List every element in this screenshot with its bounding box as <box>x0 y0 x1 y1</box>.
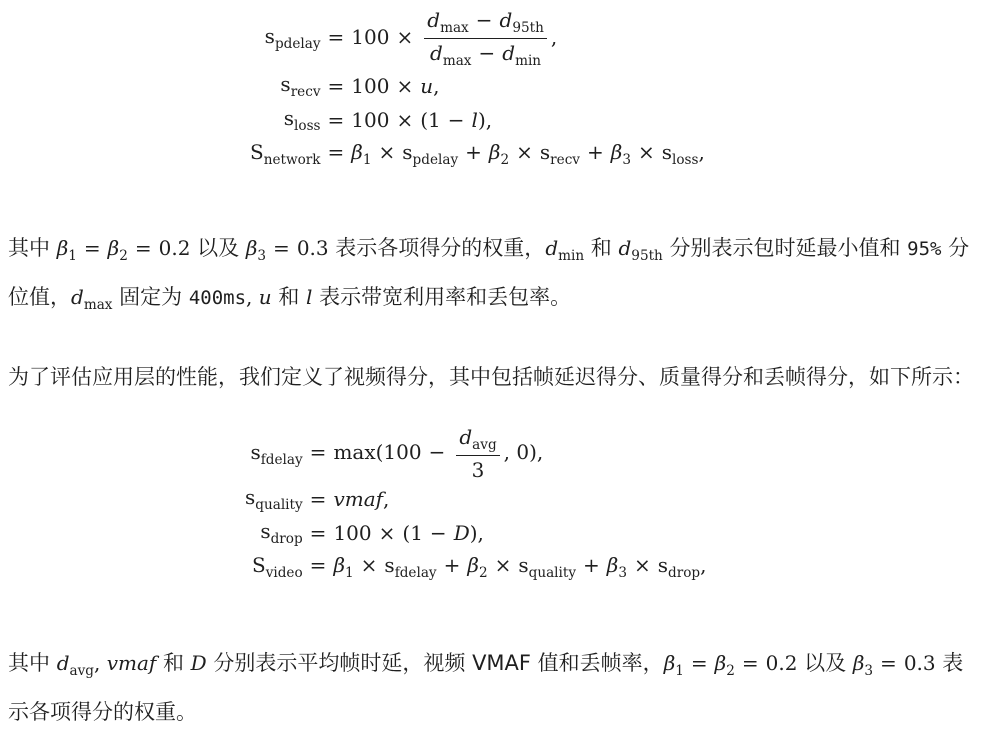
fraction-denominator <box>427 39 544 69</box>
math-symbol: , <box>246 284 259 309</box>
fraction-denominator <box>469 456 488 482</box>
math-fraction <box>456 425 499 482</box>
equation-row <box>250 103 705 137</box>
math-symbol: u <box>258 284 272 309</box>
math-operator: = <box>309 486 327 511</box>
math-subscript: 1 <box>362 151 372 168</box>
math-symbol: $d_{95th}$ <box>618 236 663 264</box>
math-subscript: max <box>440 19 469 36</box>
math-symbol: ), <box>469 520 484 545</box>
math-subscript: drop <box>270 530 303 547</box>
text-run: 表示各项得分的权重， <box>328 236 546 260</box>
math-operator: × <box>360 552 378 577</box>
equation-rhs <box>321 103 705 137</box>
math-symbol: $\beta_2$ <box>488 139 510 168</box>
math-operator: × <box>396 73 414 98</box>
text-run: 分别表示平均帧时延，视频 VMAF 值和丢帧率， <box>206 651 664 675</box>
math-symbol: $s_{fdelay}$ <box>250 439 303 468</box>
equation-lhs <box>250 8 321 69</box>
math-symbol: $s_{fdelay}$ <box>384 552 437 581</box>
math-symbol: 100 <box>351 107 390 132</box>
video-weights-paragraph <box>8 643 983 733</box>
math-subscript: quality <box>528 564 577 581</box>
math-subscript: drop <box>668 564 701 581</box>
math-operator: + <box>465 139 482 164</box>
math-symbol: , <box>698 139 705 164</box>
math-operator: − <box>447 107 465 132</box>
math-operator: × <box>637 139 655 164</box>
video-score-intro-paragraph <box>8 357 983 398</box>
math-subscript: fdelay <box>260 451 303 468</box>
math-symbol: max(100 <box>333 439 422 464</box>
math-operator: = <box>327 107 345 132</box>
math-symbol: $S_{video}$ <box>252 552 303 581</box>
math-operator: = <box>741 651 759 675</box>
math-symbol: $s_{pdelay}$ <box>402 139 459 168</box>
math-symbol: 100 <box>351 24 390 49</box>
text-run: 以及 <box>190 236 246 260</box>
math-symbol: 0.2 <box>765 651 798 675</box>
math-subscript: 2 <box>478 564 488 581</box>
math-operator: × <box>396 24 414 49</box>
equation-rhs <box>303 482 707 516</box>
network-weights-paragraph <box>8 228 983 326</box>
equation-rhs <box>303 550 707 584</box>
math-operator: = <box>327 73 345 98</box>
math-symbol: , 0), <box>503 439 544 464</box>
math-symbol: $d_{avg}$ <box>459 425 497 453</box>
math-operator: = <box>309 520 327 545</box>
math-operator: = <box>134 236 152 260</box>
math-subscript: recv <box>550 151 580 168</box>
fraction-numerator <box>424 8 547 39</box>
math-subscript: video <box>265 564 303 581</box>
math-subscript: min <box>558 247 585 264</box>
math-operator: × <box>634 552 651 577</box>
text-run: 表示带宽利用率和丢包率。 <box>312 284 572 309</box>
text-run: 和 <box>156 651 191 675</box>
equation-rhs <box>321 69 705 103</box>
math-symbol: $\beta_3$ <box>852 651 874 679</box>
math-symbol: $s_{drop}$ <box>657 552 701 581</box>
math-subscript: 1 <box>675 662 684 679</box>
math-operator: = <box>327 139 345 164</box>
math-symbol: $d_{max}$ <box>71 284 113 313</box>
math-symbol: 0.2 <box>158 236 191 260</box>
math-subscript: 2 <box>726 662 735 679</box>
text-run: 为了评估应用层的性能，我们定义了视频得分，其中包括帧延迟得分、质量得分和丢帧得分，如下所示： <box>8 365 974 389</box>
math-symbol: $S_{network}$ <box>250 139 321 168</box>
math-symbol: u <box>420 73 434 98</box>
math-symbol: $s_{recv}$ <box>539 139 580 168</box>
math-symbol: l <box>306 284 313 309</box>
math-symbol: D <box>190 651 207 675</box>
math-subscript: 3 <box>864 662 874 679</box>
math-subscript: 3 <box>257 247 267 264</box>
math-symbol: vmaf <box>333 486 384 511</box>
math-symbol: , <box>700 552 707 577</box>
text-run: 和 <box>584 236 619 260</box>
math-subscript: network <box>263 151 321 168</box>
math-subscript: 1 <box>68 247 77 264</box>
math-symbol: , <box>550 24 558 49</box>
equation-row <box>245 550 707 584</box>
math-subscript: quality <box>255 496 303 513</box>
math-operator: × <box>494 552 512 577</box>
math-symbol: $d_{max}$ <box>430 40 472 69</box>
text-run: 其中 <box>8 651 57 675</box>
text-run: 其中 <box>8 236 57 260</box>
math-operator: = <box>327 24 345 49</box>
math-symbol: $\beta_3$ <box>245 236 267 264</box>
math-subscript: recv <box>290 83 321 100</box>
math-symbol: ), <box>477 107 493 132</box>
math-subscript: 95th <box>512 19 544 36</box>
math-symbol: $\beta_3$ <box>610 139 631 168</box>
equation-rhs <box>321 137 705 171</box>
math-operator: + <box>583 552 600 577</box>
math-symbol: $d_{max}$ <box>427 8 469 36</box>
equation-lhs <box>250 69 321 103</box>
math-operator: − <box>478 40 496 65</box>
math-subscript: 2 <box>500 151 510 168</box>
math-symbol: $s_{recv}$ <box>280 71 321 100</box>
monospace-value: 95% <box>907 238 942 260</box>
math-symbol: $\beta_1$ <box>351 139 372 168</box>
math-operator: = <box>880 651 897 675</box>
math-symbol: $s_{drop}$ <box>260 518 303 547</box>
math-subscript: avg <box>472 436 497 453</box>
math-symbol: 100 <box>333 520 372 545</box>
equation-row <box>245 425 707 482</box>
math-subscript: pdelay <box>412 151 459 168</box>
text-run: 分别表示包时延最小值和 <box>662 236 908 260</box>
text-run: 和 <box>271 284 307 309</box>
math-symbol: l <box>471 107 478 132</box>
math-subscript: 1 <box>345 564 354 581</box>
math-symbol: $\beta_1$ <box>56 236 77 264</box>
network-score-equations <box>250 8 705 171</box>
math-operator: = <box>690 651 708 675</box>
math-operator: × <box>378 139 396 164</box>
math-operator: − <box>429 520 447 545</box>
math-symbol: $d_{95th}$ <box>499 8 544 36</box>
math-symbol: $\beta_3$ <box>606 552 628 581</box>
math-subscript: fdelay <box>394 564 437 581</box>
math-symbol: $d_{min}$ <box>545 236 585 264</box>
video-score-equations <box>245 425 707 584</box>
equation-row <box>245 516 707 550</box>
math-symbol: $\beta_2$ <box>714 651 735 679</box>
math-subscript: 95th <box>631 247 663 264</box>
math-subscript: loss <box>672 151 699 168</box>
math-fraction <box>424 8 547 69</box>
equation-lhs <box>245 550 303 584</box>
math-subscript: max <box>442 52 472 69</box>
math-symbol: vmaf <box>106 651 157 675</box>
math-symbol: $s_{quality}$ <box>518 552 577 581</box>
math-symbol: (1 <box>402 520 423 545</box>
math-operator: × <box>396 107 414 132</box>
math-operator: = <box>83 236 101 260</box>
math-subscript: pdelay <box>274 36 321 53</box>
text-run: 分位值， <box>8 236 970 309</box>
math-operator: = <box>309 552 327 577</box>
math-symbol: $d_{min}$ <box>502 40 542 69</box>
equation-row <box>245 482 707 516</box>
math-operator: × <box>516 139 533 164</box>
math-symbol: $s_{pdelay}$ <box>264 24 321 53</box>
math-subscript: loss <box>294 117 321 134</box>
math-symbol: $\beta_2$ <box>467 552 488 581</box>
monospace-value: 400ms <box>188 286 247 309</box>
math-subscript: max <box>83 296 113 313</box>
math-subscript: avg <box>69 662 94 679</box>
math-operator: + <box>443 552 461 577</box>
equation-row <box>250 137 705 171</box>
equation-lhs <box>250 103 321 137</box>
math-symbol: $s_{quality}$ <box>245 484 303 513</box>
equation-row <box>250 69 705 103</box>
equation-lhs <box>245 482 303 516</box>
math-operator: − <box>428 439 446 464</box>
math-operator: − <box>475 8 493 32</box>
math-symbol: , <box>94 651 107 675</box>
math-subscript: min <box>515 52 542 69</box>
math-symbol: $\beta_2$ <box>107 236 128 264</box>
equation-lhs <box>245 425 303 482</box>
math-subscript: 3 <box>622 151 631 168</box>
math-subscript: 2 <box>119 247 128 264</box>
math-symbol: $d_{avg}$ <box>56 651 94 679</box>
math-symbol: D <box>453 520 470 545</box>
text-run: 表示各项得分的权重。 <box>8 651 964 724</box>
math-operator: × <box>378 520 396 545</box>
math-symbol: $s_{loss}$ <box>661 139 699 168</box>
math-symbol: , <box>383 486 390 511</box>
equation-rhs <box>303 516 707 550</box>
equation-rhs <box>321 8 705 69</box>
math-symbol: 3 <box>471 457 485 482</box>
math-symbol: 0.3 <box>296 236 329 260</box>
math-symbol: $\beta_1$ <box>663 651 684 679</box>
text-run: 以及 <box>797 651 853 675</box>
math-operator: + <box>587 139 604 164</box>
equation-row <box>250 8 705 69</box>
equation-lhs <box>250 137 321 171</box>
equation-lhs <box>245 516 303 550</box>
math-symbol: (1 <box>420 107 441 132</box>
math-symbol: , <box>433 73 440 98</box>
math-symbol: 0.3 <box>903 651 936 675</box>
math-operator: = <box>273 236 290 260</box>
equation-rhs <box>303 425 707 482</box>
math-symbol: $\beta_1$ <box>333 552 354 581</box>
text-run: 固定为 <box>112 284 189 309</box>
math-operator: = <box>309 439 327 464</box>
math-symbol: 100 <box>351 73 390 98</box>
fraction-numerator <box>456 425 499 456</box>
math-subscript: 3 <box>618 564 628 581</box>
math-symbol: $s_{loss}$ <box>283 105 321 134</box>
